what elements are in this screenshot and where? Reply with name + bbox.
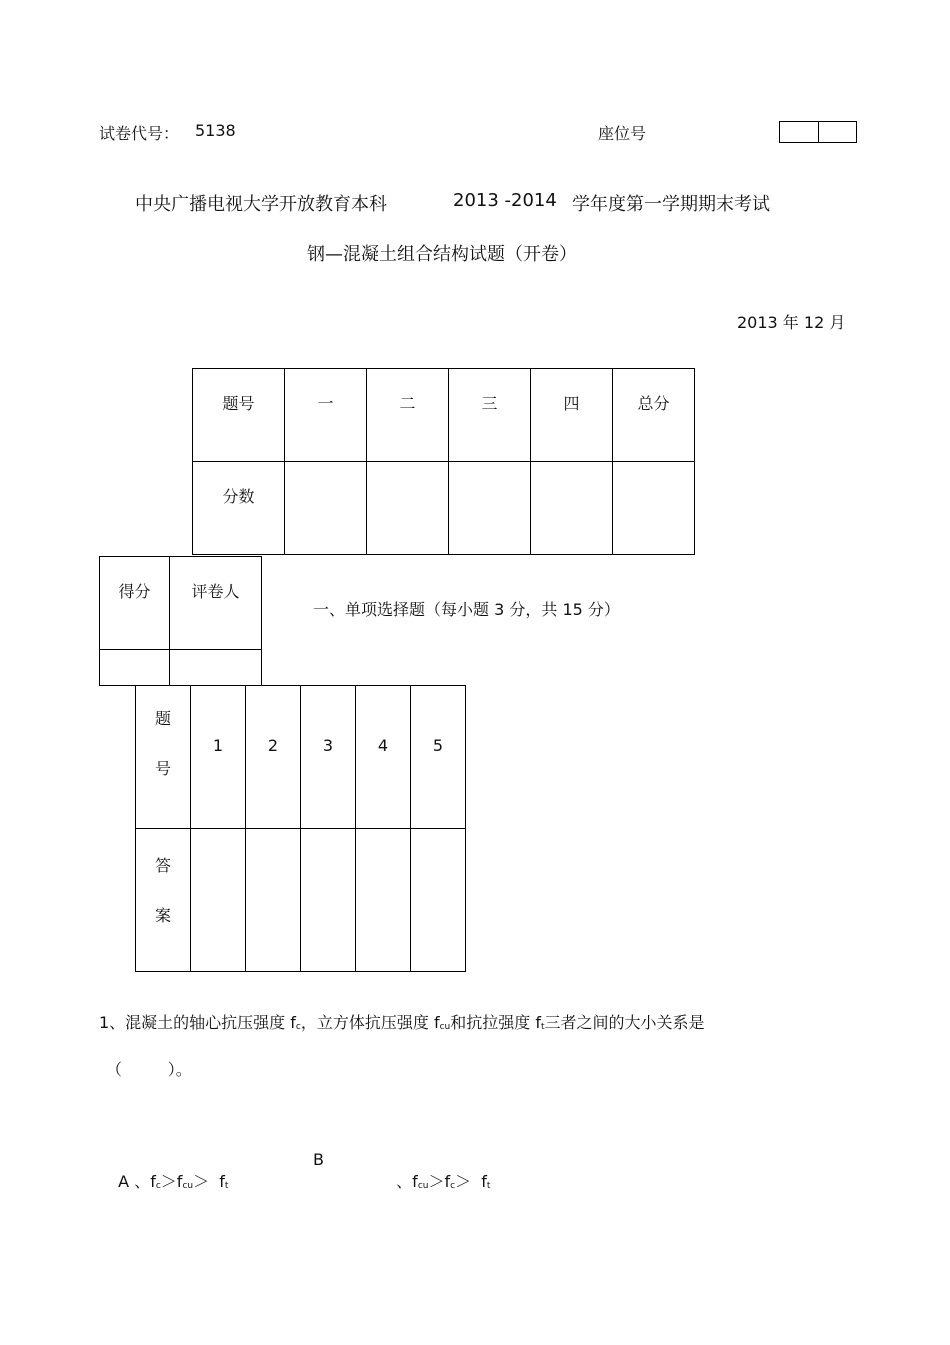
q1-text-a: 1、混凝土的轴心抗压强度 f (99, 1013, 296, 1032)
answer-number-5-text: 5 (432, 736, 444, 755)
answer-q-char-1: 题 (154, 709, 171, 728)
answer-number-2 (246, 686, 301, 829)
answer-q-char-2: 号 (154, 759, 171, 778)
option-a-text1: ＞f (160, 1172, 183, 1191)
score-cell-section-3: 三 (449, 369, 531, 462)
exam-date: 2013 年 12 月 (737, 313, 846, 332)
q1-sub-c: c (295, 1022, 301, 1032)
score-cell-section-2: 二 (367, 369, 449, 462)
score-input-1[interactable] (285, 462, 367, 555)
score-input-3[interactable] (449, 462, 531, 555)
score-input-4[interactable] (531, 462, 613, 555)
grader-score-input[interactable] (100, 650, 170, 686)
answer-number-row (136, 686, 466, 829)
answer-number-1-text: 1 (212, 736, 224, 755)
question1-text (99, 1010, 705, 1033)
answer-number-4-text: 4 (377, 736, 389, 755)
option-b-label[interactable]: B (313, 1150, 324, 1169)
answer-number-1 (191, 686, 246, 829)
grader-input-row (100, 650, 262, 686)
answer-input-5[interactable] (411, 829, 466, 972)
score-row-label: 分数 (193, 462, 285, 555)
option-a-sub3: t (224, 1181, 229, 1191)
question1-blank: （ ）。 (106, 1060, 192, 1079)
answer-number-5 (411, 686, 466, 829)
answer-a-char-1: 答 (154, 856, 171, 875)
seat-box-divider (818, 122, 819, 142)
answer-number-4 (356, 686, 411, 829)
score-table (192, 368, 695, 555)
q1-text-d: 三者之间的大小关系是 (544, 1013, 705, 1032)
score-input-2[interactable] (367, 462, 449, 555)
answer-number-3 (301, 686, 356, 829)
option-a-label: A 、f (118, 1172, 156, 1191)
option-a-sub2: cu (182, 1181, 194, 1191)
grader-score-label: 得分 (100, 557, 170, 650)
seat-label: 座位号 (598, 124, 647, 143)
score-cell-total: 总分 (613, 369, 695, 462)
answer-input-4[interactable] (356, 829, 411, 972)
score-cell-header: 题号 (193, 369, 285, 462)
grader-name-label: 评卷人 (170, 557, 262, 650)
score-table-header-row (193, 369, 695, 462)
grader-header-row (100, 557, 262, 650)
q1-text-c: 和抗拉强度 f (450, 1013, 541, 1032)
q1-sub-t: t (540, 1022, 545, 1032)
option-b-text0: 、f (396, 1172, 418, 1191)
paper-code-label: 试卷代号： (99, 124, 180, 143)
option-a[interactable] (108, 1150, 228, 1192)
answer-label (136, 829, 191, 972)
option-a-text2: ＞ f (193, 1172, 225, 1191)
answer-input-2[interactable] (246, 829, 301, 972)
title-line1-part2: 2013 -2014 (453, 190, 557, 211)
option-b-text1: ＞f (428, 1172, 451, 1191)
score-cell-section-1: 一 (285, 369, 367, 462)
title-line2: 钢—混凝土组合结构试题（开卷） (307, 244, 577, 265)
grader-name-input[interactable] (170, 650, 262, 686)
option-b-sub3: t (486, 1181, 491, 1191)
q1-sub-cu: cu (439, 1022, 451, 1032)
seat-number-box[interactable] (779, 121, 857, 143)
score-table-score-row (193, 462, 695, 555)
title-line1-part1: 中央广播电视大学开放教育本科 (135, 194, 387, 215)
answer-input-row (136, 829, 466, 972)
option-b-sub2: c (450, 1181, 456, 1191)
option-a-sub1: c (155, 1181, 161, 1191)
paper-code: 5138 (195, 121, 236, 140)
option-b-text2: ＞ f (455, 1172, 487, 1191)
grader-table (99, 556, 262, 686)
answer-input-1[interactable] (191, 829, 246, 972)
answer-table (135, 685, 466, 972)
section1-heading: 一、单项选择题（每小题 3 分，共 15 分） (313, 600, 620, 619)
score-cell-section-4: 四 (531, 369, 613, 462)
score-input-total[interactable] (613, 462, 695, 555)
title-line1-part3: 学年度第一学期期末考试 (572, 194, 770, 215)
option-b[interactable] (386, 1150, 490, 1192)
answer-question-label (136, 686, 191, 829)
answer-a-char-2: 案 (154, 906, 171, 925)
option-b-sub1: cu (417, 1181, 429, 1191)
q1-text-b: ，立方体抗压强度 f (300, 1013, 440, 1032)
answer-input-3[interactable] (301, 829, 356, 972)
answer-number-3-text: 3 (322, 736, 334, 755)
answer-number-2-text: 2 (267, 736, 279, 755)
